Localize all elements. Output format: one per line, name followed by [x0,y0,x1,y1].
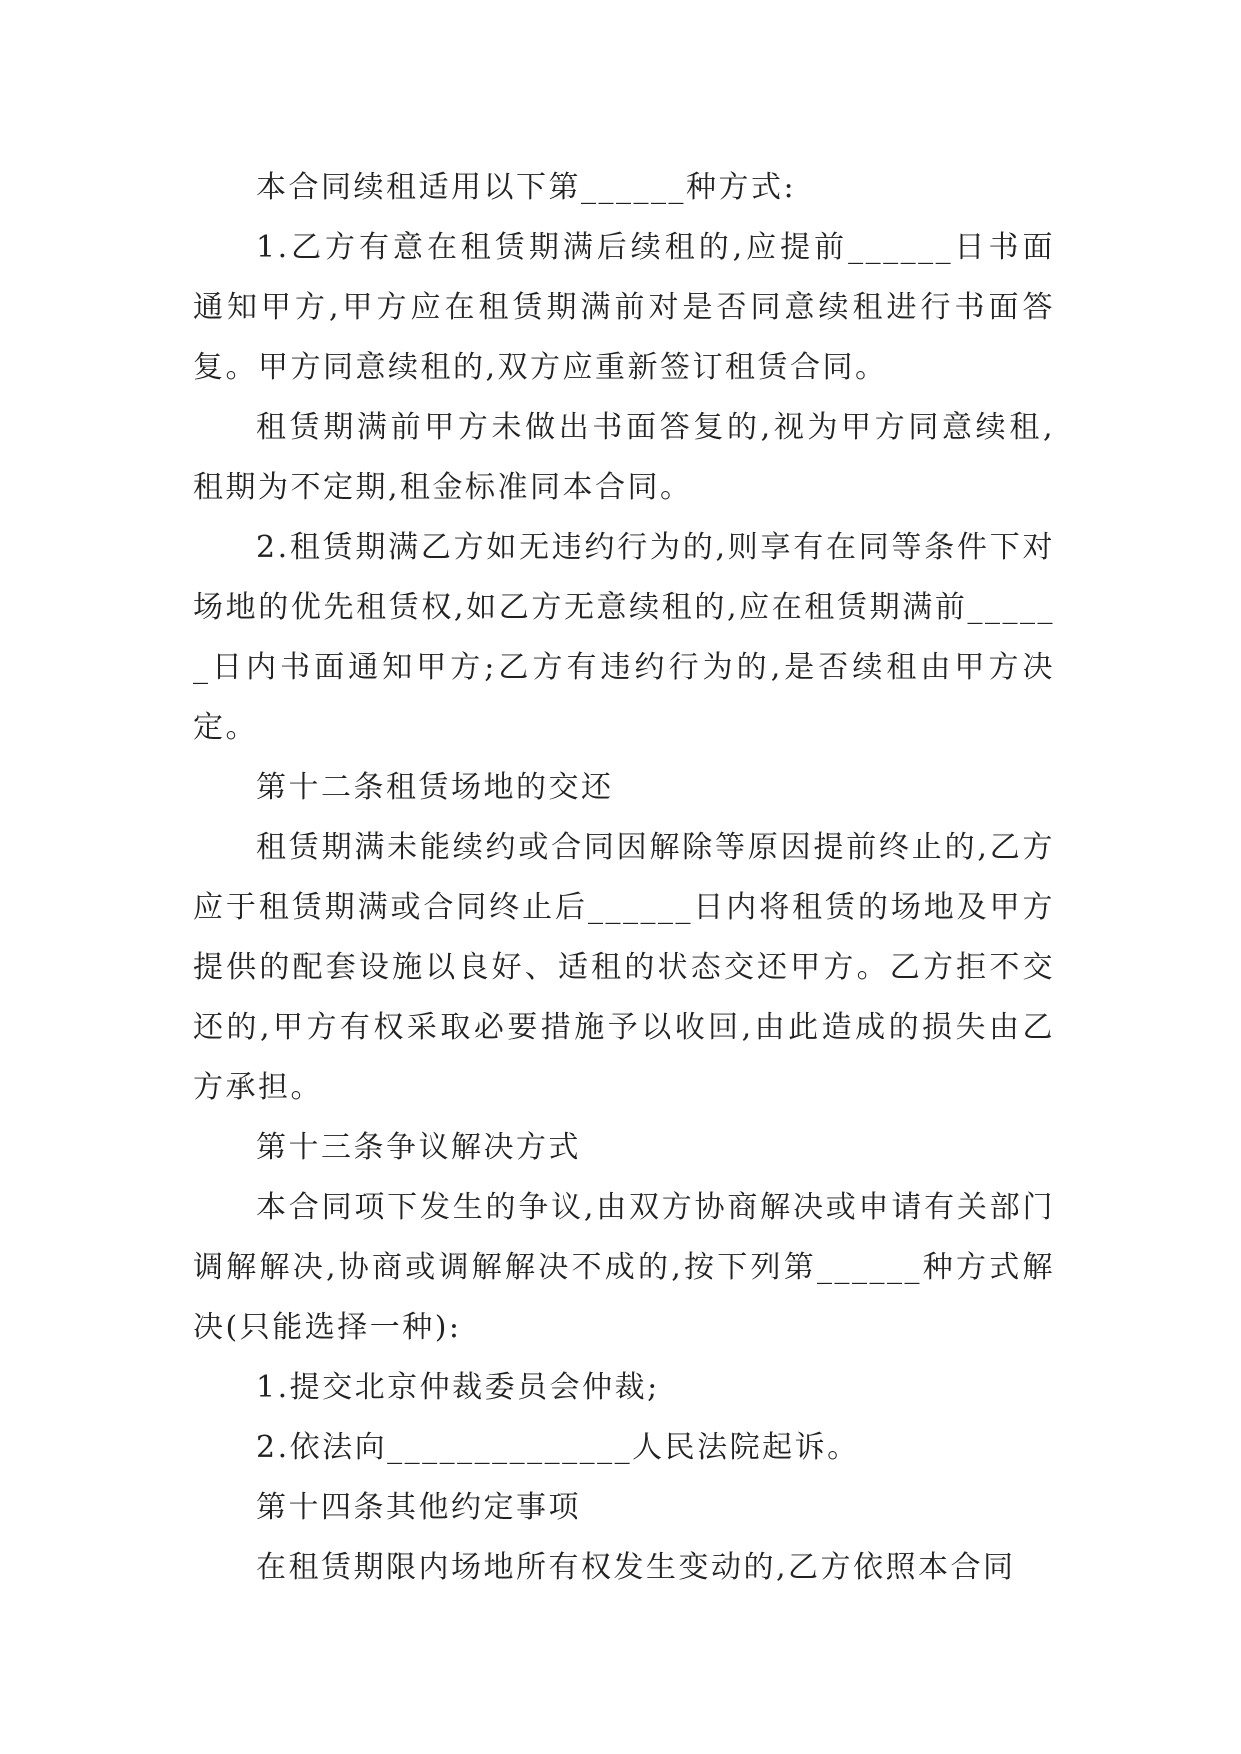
no-reply-renewal-paragraph: 租赁期满前甲方未做出书面答复的,视为甲方同意续租,租期为不定期,租金标准同本合同。 [193,410,1055,505]
renewal-method-paragraph: 本合同续租适用以下第______种方式: [256,170,797,205]
article-12-heading: 第十二条租赁场地的交还 [256,770,614,805]
article-14-heading: 第十四条其他约定事项 [256,1490,581,1525]
article-13-heading: 第十三条争议解决方式 [256,1130,581,1165]
site-return-paragraph: 租赁期满未能续约或合同因解除等原因提前终止的,乙方应于租赁期满或合同终止后______日内将租赁的场地及甲方提供的配套设施以良好、适租的状态交还甲方。乙方拒不交还的,甲方有权采取必要措施予以收回,由此造成的损失由乙方承担。 [193,830,1055,1105]
dispute-resolution-paragraph: 本合同项下发生的争议,由双方协商解决或申请有关部门调解解决,协商或调解解决不成的,按下列第______种方式解决(只能选择一种): [193,1190,1055,1345]
arbitration-option-paragraph: 1.提交北京仲裁委员会仲裁; [256,1370,660,1405]
ownership-change-paragraph: 在租赁期限内场地所有权发生变动的,乙方依照本合同 [256,1550,1016,1585]
document-body [193,158,1055,1598]
court-option-paragraph: 2.依法向______________人民法院起诉。 [256,1430,860,1465]
renewal-option-2-paragraph: 2.租赁期满乙方如无违约行为的,则享有在同等条件下对场地的优先租赁权,如乙方无意续租的,应在租赁期满前______日内书面通知甲方;乙方有违约行为的,是否续租由甲方决定。 [193,530,1055,745]
renewal-option-1-paragraph: 1.乙方有意在租赁期满后续租的,应提前______日书面通知甲方,甲方应在租赁期满前对是否同意续租进行书面答复。甲方同意续租的,双方应重新签订租赁合同。 [193,230,1055,385]
